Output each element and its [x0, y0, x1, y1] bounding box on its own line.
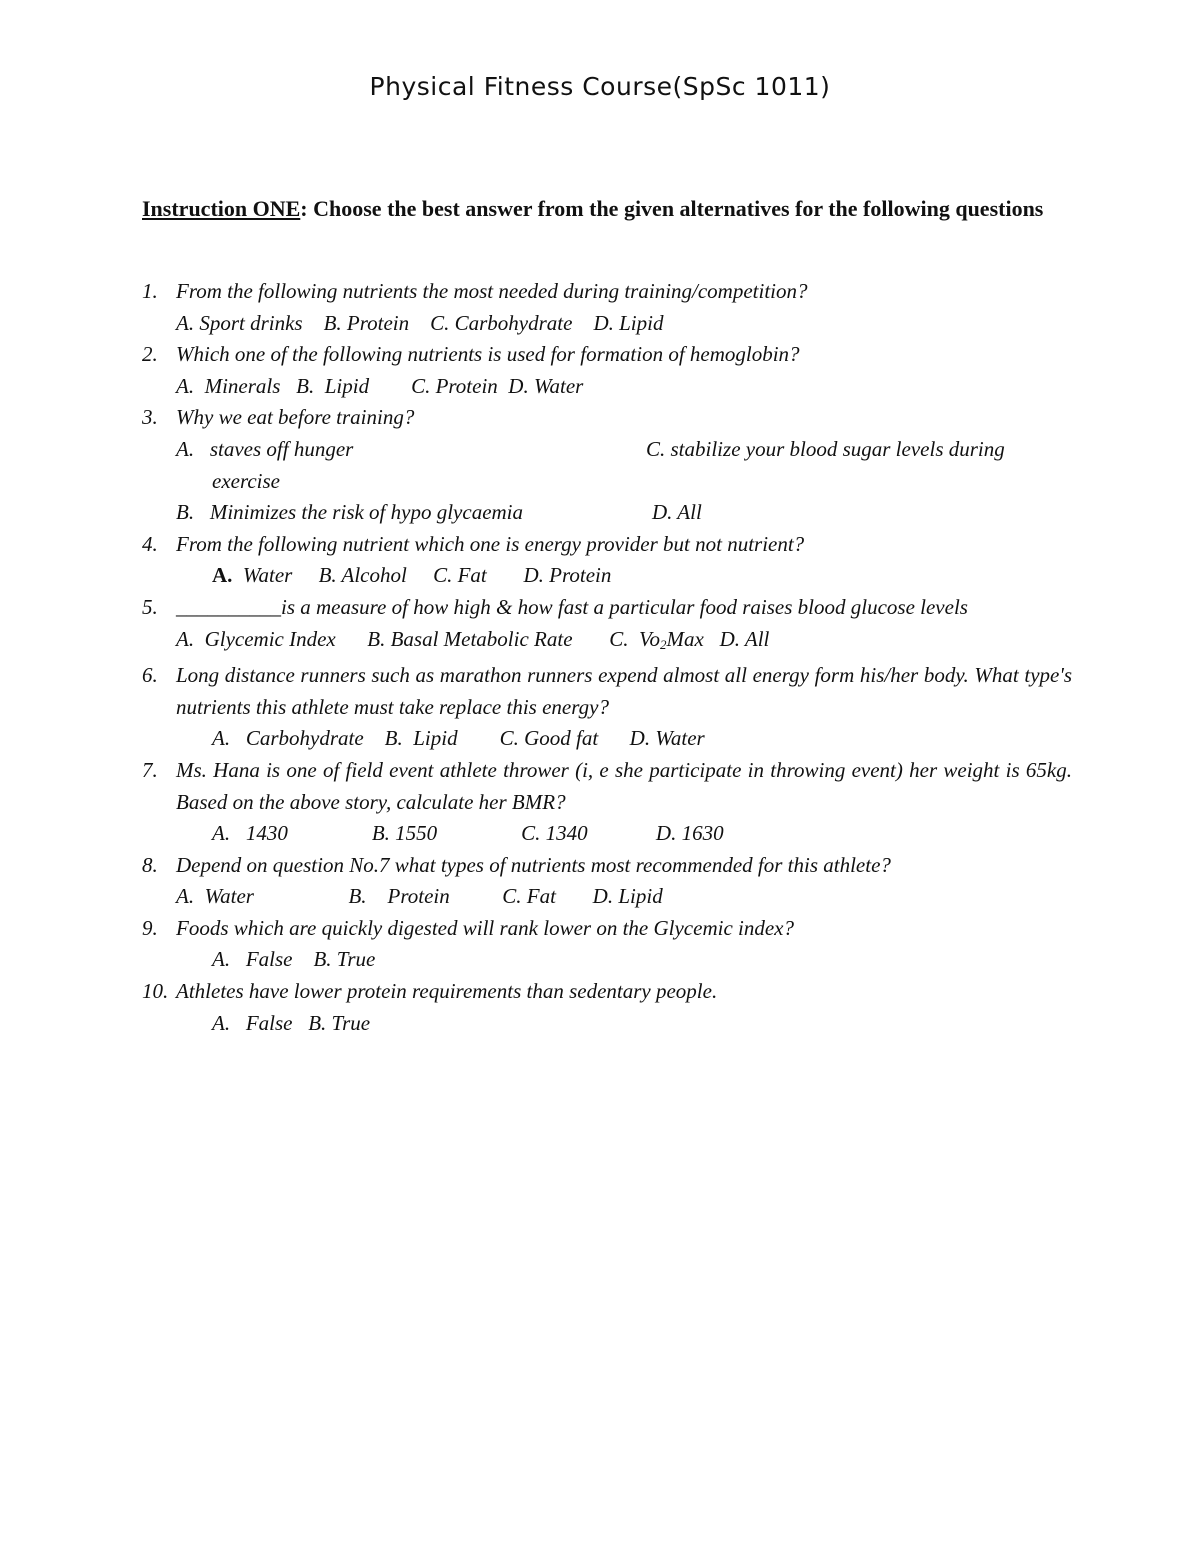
page-title: Physical Fitness Course(SpSc 1011) — [369, 72, 831, 101]
question-text: From the following nutrients the most needed during training/competition? — [176, 279, 808, 303]
answer-options — [176, 624, 1072, 661]
question-8 — [142, 850, 1072, 913]
question-7 — [142, 755, 1072, 850]
instruction-text: : Choose the best answer from the given alternatives for the following questions — [300, 196, 1044, 221]
answer-options-post: Max D. All — [666, 626, 770, 651]
question-text: Ms. Hana is one of field event athlete thrower (i, e she participate in throwing event) her weight is 65kg. Based on the above story, calculate her BMR? — [176, 757, 1072, 814]
question-number: 9. — [142, 915, 158, 940]
question-4 — [142, 529, 1072, 592]
answer-options: A. Minerals B. Lipid C. Protein D. Water — [176, 373, 584, 398]
option-a-letter: A. — [212, 563, 233, 588]
question-list — [142, 276, 1072, 1039]
answer-options: A. Carbohydrate B. Lipid C. Good fat D. Water — [212, 726, 705, 751]
answer-options: A. False B. True — [212, 947, 376, 972]
question-3 — [142, 402, 1072, 528]
option-d: D. All — [652, 500, 702, 525]
instruction — [142, 193, 1072, 224]
answer-options-text: Water B. Alcohol C. Fat D. Protein — [232, 563, 612, 588]
answer-row — [176, 466, 1072, 498]
question-text: Long distance runners such as marathon runners expend almost all energy form his/her body. What type's nutrients this athlete must take replace this energy? — [176, 663, 1072, 719]
question-text: Depend on question No.7 what types of nutrients most recommended for this athlete? — [176, 852, 891, 877]
option-c-continued: exercise — [212, 468, 281, 493]
answer-options-pre: A. Glycemic Index B. Basal Metabolic Rate C. Vo — [176, 626, 661, 651]
question-number: 10. — [142, 979, 169, 1004]
question-5 — [142, 592, 1072, 660]
question-text: Why we eat before training? — [176, 405, 415, 430]
question-number: 3. — [142, 405, 158, 430]
question-text: From the following nutrient which one is energy provider but not nutrient? — [176, 531, 805, 556]
answer-options: A. 1430 B. 1550 C. 1340 D. 1630 — [212, 821, 724, 846]
question-10 — [142, 976, 1072, 1039]
question-number: 1. — [142, 279, 158, 303]
question-text: Athletes have lower protein requirements than sedentary people. — [176, 979, 718, 1004]
question-2 — [142, 339, 1072, 402]
answer-options: A. Sport drinks B. Protein C. Carbohydrate D. Lipid — [176, 310, 664, 335]
question-number: 6. — [142, 663, 158, 688]
instruction-lead: Instruction ONE — [142, 196, 301, 221]
question-text: __________is a measure of how high & how fast a particular food raises blood glucose levels — [176, 594, 968, 619]
answer-options — [176, 560, 1072, 592]
question-1 — [142, 276, 1072, 339]
question-number: 2. — [142, 342, 158, 367]
question-number: 5. — [142, 594, 158, 619]
answer-row — [176, 497, 1072, 529]
subscript: 2 — [660, 636, 667, 652]
question-9 — [142, 913, 1072, 976]
answer-options: A. Water B. Protein C. Fat D. Lipid — [176, 884, 663, 909]
option-c: C. stabilize your blood sugar levels during — [646, 436, 1005, 461]
question-text: Foods which are quickly digested will rank lower on the Glycemic index? — [176, 915, 794, 940]
answer-options: A. False B. True — [212, 1010, 371, 1035]
option-a: A. staves off hunger — [176, 436, 354, 461]
question-number: 7. — [142, 757, 158, 782]
option-b: B. Minimizes the risk of hypo glycaemia — [176, 500, 524, 525]
question-number: 8. — [142, 852, 158, 877]
answer-row — [176, 434, 1072, 466]
question-6 — [142, 660, 1072, 755]
question-number: 4. — [142, 531, 158, 556]
question-text: Which one of the following nutrients is used for formation of hemoglobin? — [176, 342, 800, 367]
